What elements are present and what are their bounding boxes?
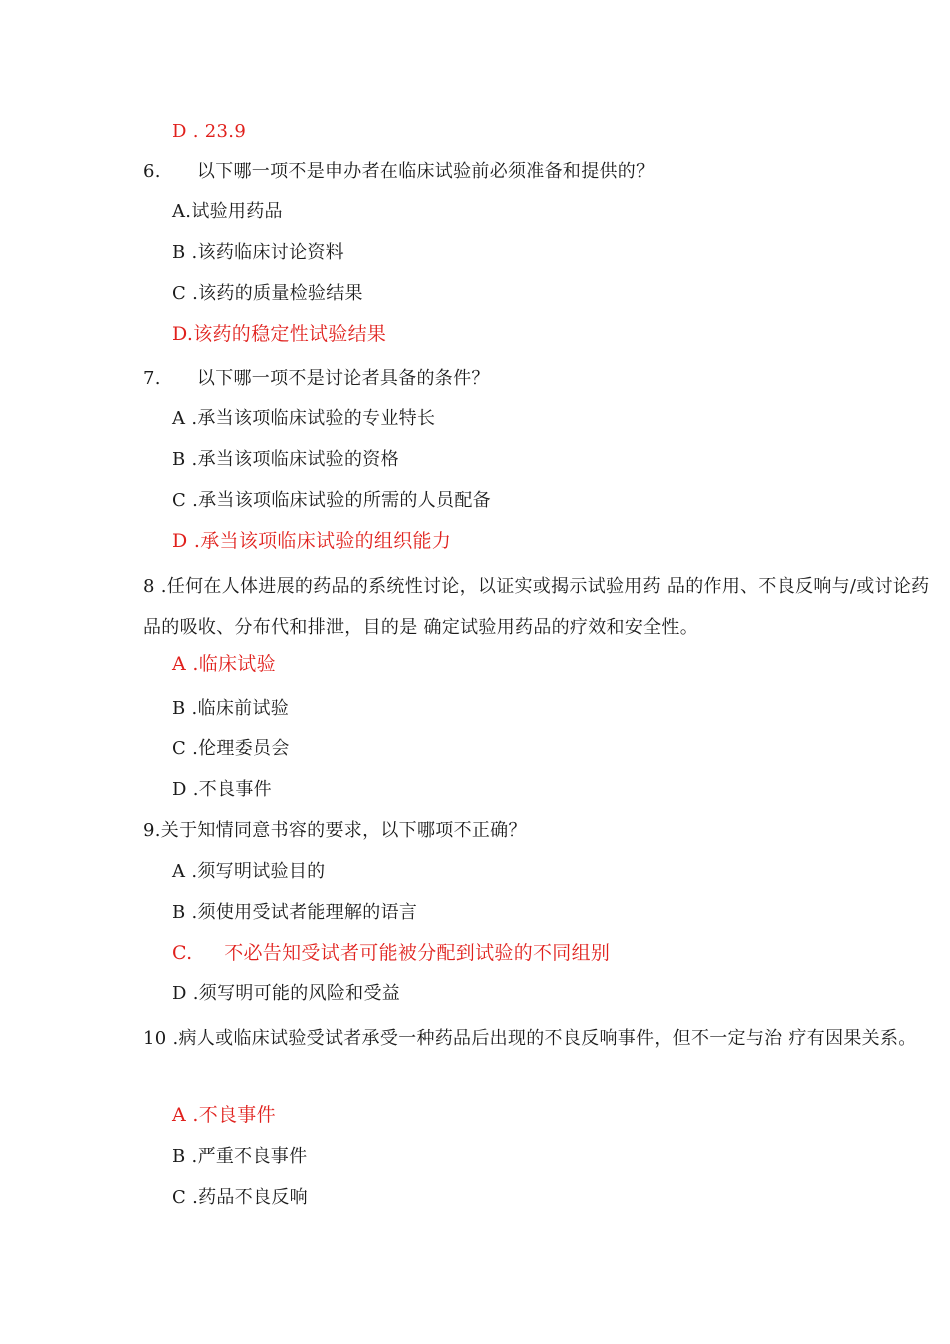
q10-option-b: B .严重不良事件 — [172, 1146, 308, 1167]
q7-option-a: A .承当该项临床试验的专业特长 — [172, 408, 436, 429]
q6-option-a: A.试验用药品 — [172, 201, 283, 222]
q6-option-b: B .该药临床讨论资料 — [172, 242, 344, 263]
q9-option-d: D .须写明可能的风险和受益 — [172, 983, 401, 1004]
q6-stem: 6. 以下哪一项不是申办者在临床试验前必须准备和提供的？ — [143, 161, 655, 182]
q10-option-c: C .药品不良反响 — [172, 1187, 308, 1208]
q7-stem: 7. 以下哪一项不是讨论者具备的条件？ — [143, 368, 490, 389]
q8-option-d: D .不良事件 — [172, 779, 272, 800]
q9-option-b: B .须使用受试者能理解的语言 — [172, 902, 418, 923]
q9-stem: 9.关于知情同意书容的要求，以下哪项不正确？ — [143, 820, 527, 841]
q8-option-a-answer: A .临床试验 — [172, 653, 276, 675]
q9-option-c-answer: C. 不必告知受试者可能被分配到试验的不同组别 — [172, 942, 611, 964]
q8-option-b: B .临床前试验 — [172, 698, 290, 719]
q6-option-d-answer: D.该药的稳定性试验结果 — [172, 323, 387, 345]
q7-option-b: B .承当该项临床试验的资格 — [172, 449, 399, 470]
q9-option-a: A .须写明试验目的 — [172, 861, 326, 882]
q6-option-c: C .该药的质量检验结果 — [172, 283, 363, 304]
q7-option-d-answer: D .承当该项临床试验的组织能力 — [172, 530, 452, 552]
q8-option-c: C .伦理委员会 — [172, 738, 290, 759]
q10-option-a-answer: A .不良事件 — [172, 1104, 276, 1126]
q7-option-c: C .承当该项临床试验的所需的人员配备 — [172, 490, 491, 511]
q10-stem: 10 .病人或临床试验受试者承受一种药品后出现的不良反响事件，但不一定与治 疗有因果关系。 — [143, 1028, 917, 1049]
q8-stem: 8 .任何在人体进展的药品的系统性讨论，以证实或揭示试验用药 品的作用、不良反响与/或讨论药品的吸收、分布代和排泄，目的是 确定试验用药品的疗效和安全性。 — [143, 576, 930, 638]
q5-option-d-answer: D . 23.9 — [172, 121, 247, 142]
